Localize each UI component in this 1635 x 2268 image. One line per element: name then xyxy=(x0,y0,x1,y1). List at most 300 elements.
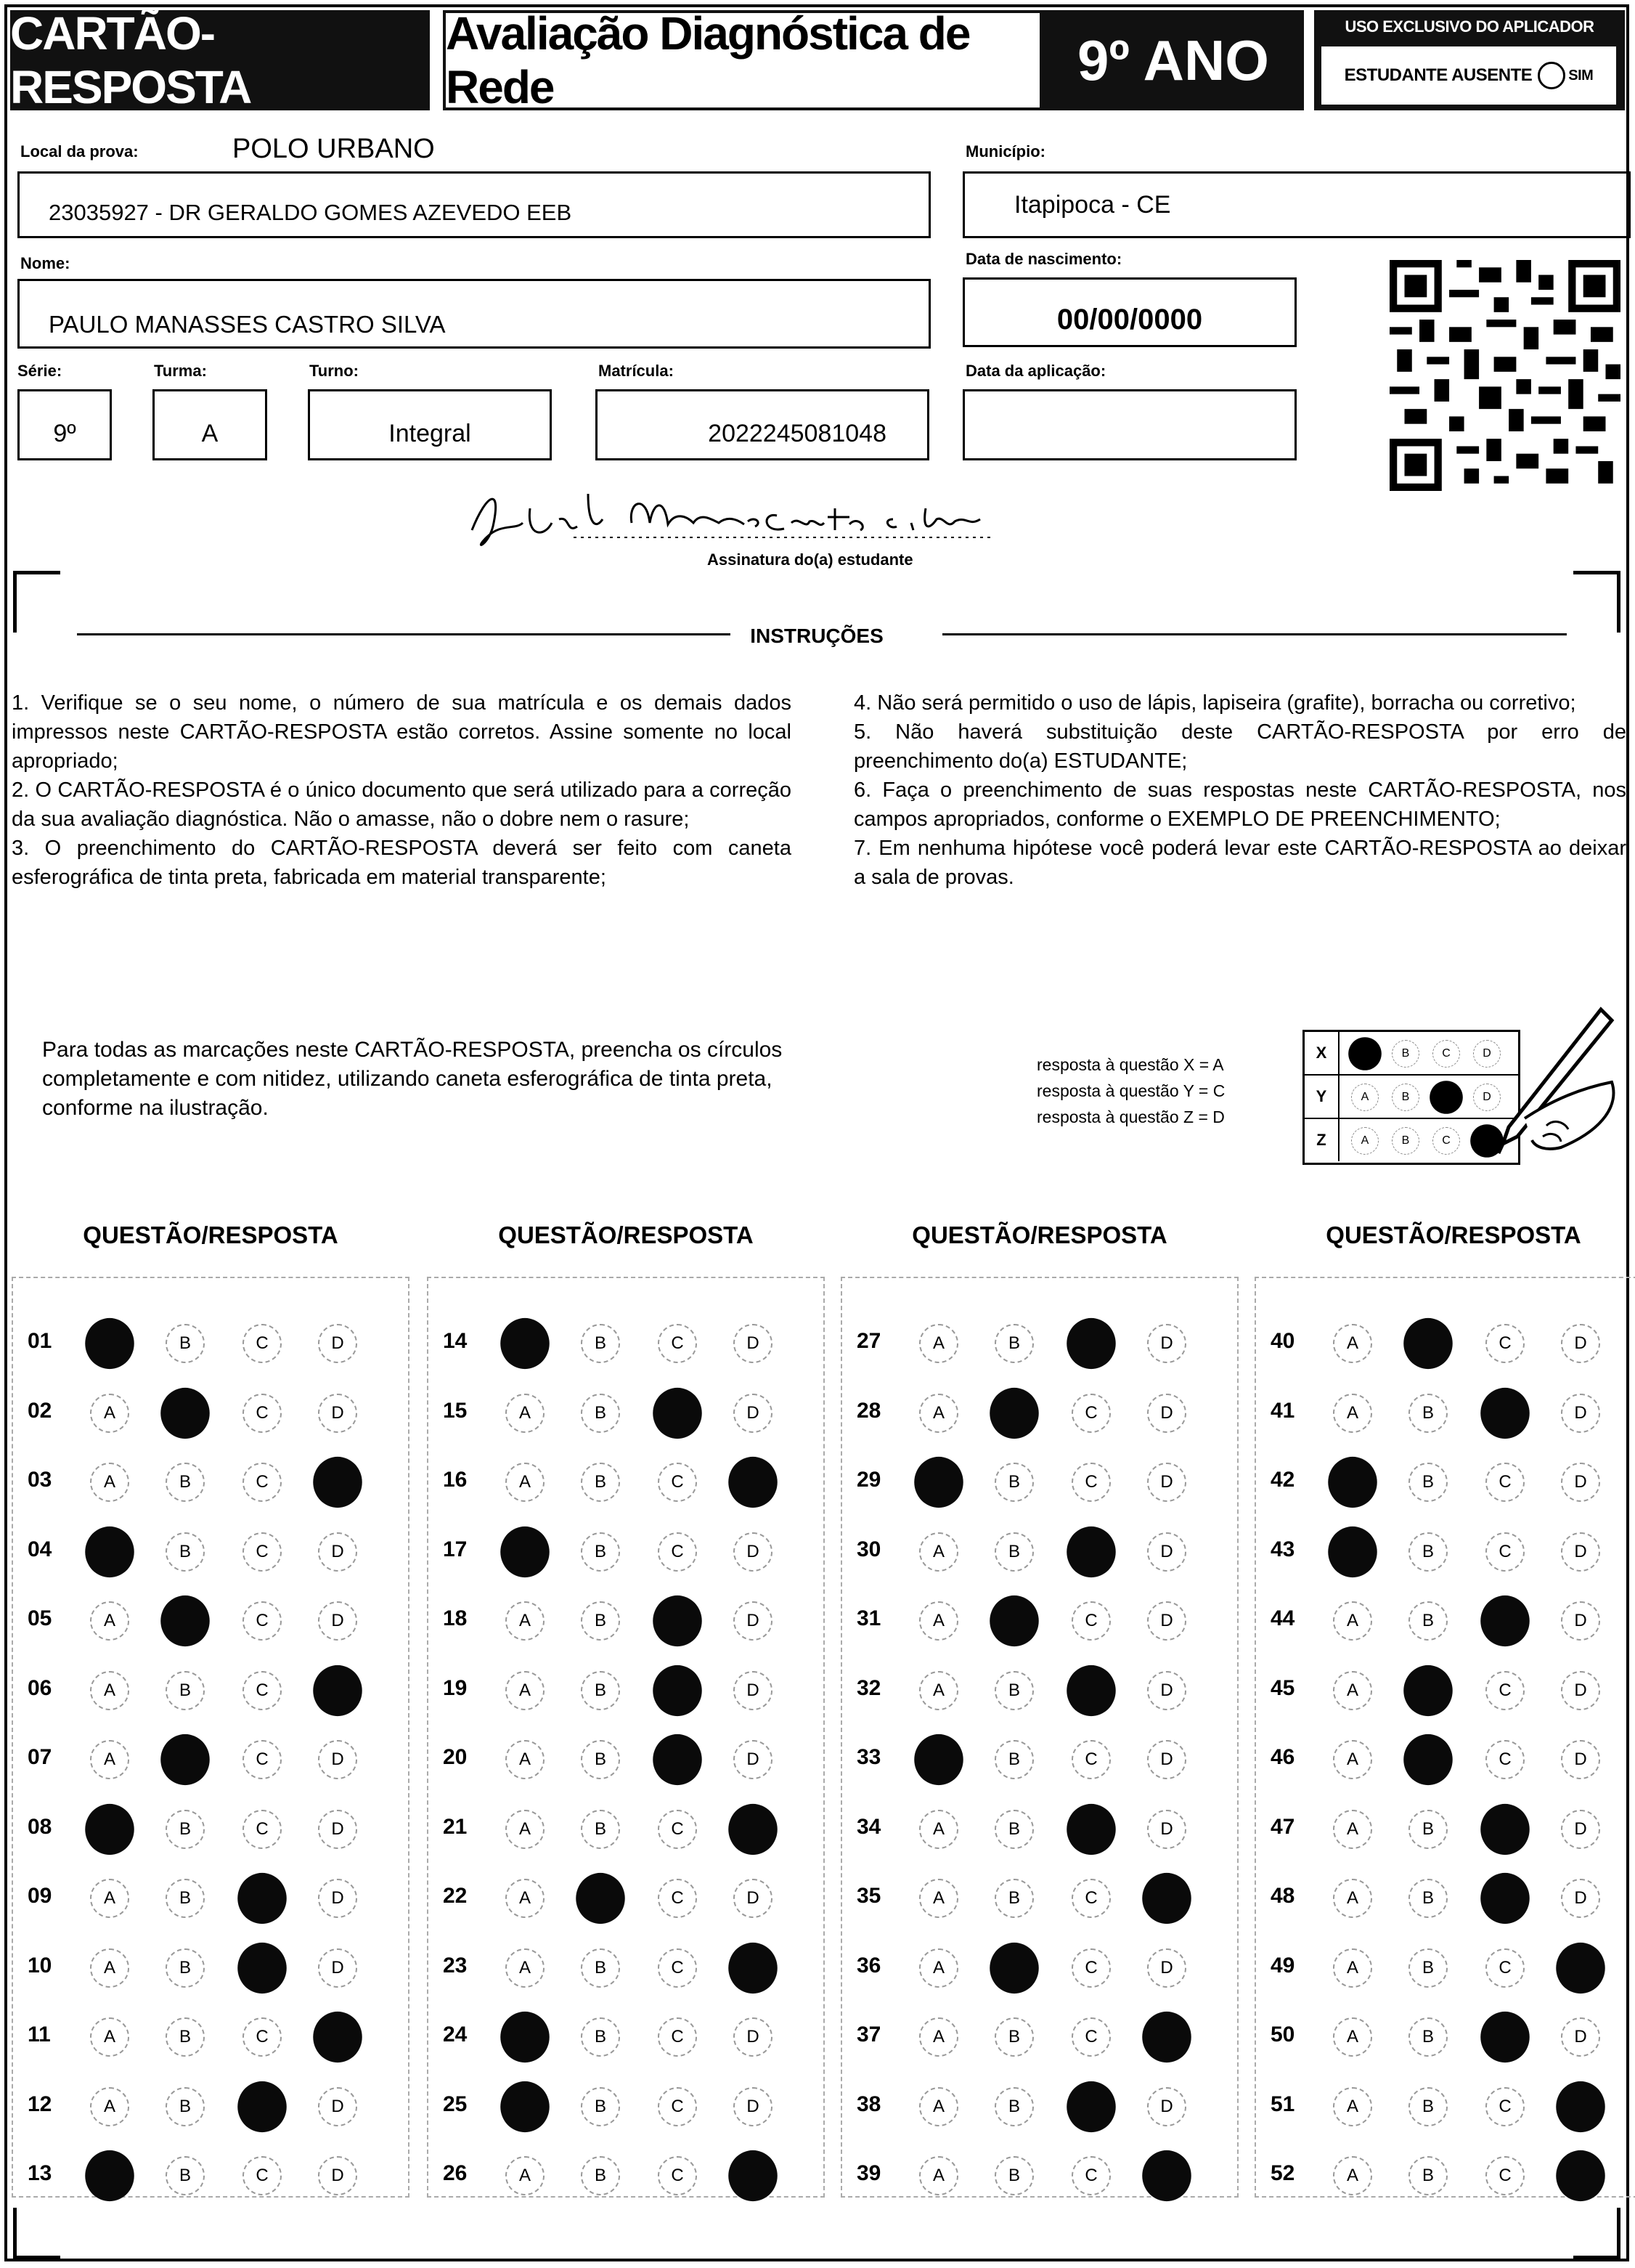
question-number: 21 xyxy=(443,1814,468,1839)
option-bubble-a[interactable]: A xyxy=(1333,1810,1372,1849)
option-bubble-a[interactable]: A xyxy=(919,1532,958,1572)
option-bubble-d[interactable]: D xyxy=(1147,1948,1186,1988)
option-bubble-b[interactable]: B xyxy=(581,1948,620,1988)
option-bubble-c[interactable] xyxy=(237,1873,287,1924)
nome-value: PAULO MANASSES CASTRO SILVA xyxy=(49,311,446,338)
option-bubble-b[interactable]: B xyxy=(995,1879,1034,1918)
answer-row xyxy=(428,1516,823,1585)
option-bubble-a[interactable]: A xyxy=(919,1948,958,1988)
option-bubble-c[interactable] xyxy=(1480,1873,1530,1924)
option-bubble-b[interactable]: B xyxy=(581,1324,620,1363)
option-bubble-d[interactable]: D xyxy=(1561,1810,1600,1849)
signature-caption: Assinatura do(a) estudante xyxy=(707,550,913,569)
option-bubble-d[interactable]: D xyxy=(318,1601,357,1641)
option-bubble-d[interactable] xyxy=(1556,2081,1605,2131)
option-bubble-a[interactable]: A xyxy=(90,1601,129,1641)
option-bubble-d[interactable]: D xyxy=(318,1740,357,1779)
nome-label: Nome: xyxy=(20,254,70,272)
option-bubble-d[interactable]: D xyxy=(1561,1463,1600,1502)
answer-column-3 xyxy=(841,1277,1239,2198)
option-bubble-d[interactable]: D xyxy=(733,1394,772,1433)
local-label: Local da prova: xyxy=(20,142,139,160)
option-bubble-d[interactable]: D xyxy=(1147,1532,1186,1572)
option-bubble-c[interactable]: C xyxy=(658,2017,697,2057)
option-bubble-c[interactable]: C xyxy=(1072,1740,1111,1779)
header-title: CARTÃO-RESPOSTA xyxy=(10,10,430,110)
question-number: 30 xyxy=(857,1537,881,1561)
answer-row xyxy=(13,1862,408,1931)
option-bubble-a[interactable] xyxy=(500,1318,550,1369)
option-bubble-c[interactable]: C xyxy=(1072,1601,1111,1641)
option-bubble-d[interactable]: D xyxy=(733,1740,772,1779)
option-bubble-a[interactable]: A xyxy=(919,1879,958,1918)
option-bubble-a[interactable]: A xyxy=(919,2087,958,2126)
question-number: 47 xyxy=(1271,1814,1295,1839)
option-bubble-c[interactable] xyxy=(1480,1596,1530,1646)
option-bubble-a[interactable]: A xyxy=(919,1601,958,1641)
option-bubble-a[interactable]: A xyxy=(505,1810,545,1849)
answer-row xyxy=(428,1377,823,1446)
option-bubble-b[interactable]: B xyxy=(1408,2156,1448,2195)
option-bubble-c[interactable]: C xyxy=(1485,1740,1525,1779)
option-bubble-b[interactable] xyxy=(1403,1665,1453,1715)
option-bubble-b[interactable]: B xyxy=(166,1671,205,1710)
option-bubble-d[interactable]: D xyxy=(1147,1810,1186,1849)
question-number: 41 xyxy=(1271,1398,1295,1423)
option-bubble-b[interactable]: B xyxy=(166,1879,205,1918)
question-number: 01 xyxy=(28,1329,52,1353)
question-number: 14 xyxy=(443,1329,468,1353)
answer-row xyxy=(13,2001,408,2070)
answer-heading-3: QUESTÃO/RESPOSTA xyxy=(912,1222,1167,1248)
option-bubble-c[interactable]: C xyxy=(1485,1532,1525,1572)
option-bubble-a[interactable]: A xyxy=(505,1394,545,1433)
option-bubble-c[interactable]: C xyxy=(242,2156,282,2195)
option-bubble-c[interactable] xyxy=(1480,2012,1530,2062)
option-bubble-c[interactable]: C xyxy=(1485,2156,1525,2195)
option-bubble-b[interactable]: B xyxy=(581,1740,620,1779)
option-bubble-b[interactable]: B xyxy=(1408,1601,1448,1641)
answer-row xyxy=(13,1932,408,2001)
option-bubble-c[interactable]: C xyxy=(658,1463,697,1502)
answer-row xyxy=(1256,1793,1635,1862)
option-bubble-d[interactable]: D xyxy=(318,1394,357,1433)
question-number: 02 xyxy=(28,1398,52,1423)
local-value: POLO URBANO xyxy=(232,134,435,164)
option-bubble-b[interactable]: B xyxy=(995,1532,1034,1572)
option-bubble-a[interactable]: A xyxy=(1333,1601,1372,1641)
absent-bubble[interactable] xyxy=(1538,62,1565,89)
question-number: 26 xyxy=(443,2161,468,2185)
option-bubble-b[interactable]: B xyxy=(995,2087,1034,2126)
answer-row xyxy=(1256,1585,1635,1654)
option-bubble-d[interactable] xyxy=(313,1665,362,1715)
serie-value: 9º xyxy=(53,419,76,447)
question-number: 12 xyxy=(28,2092,52,2116)
option-bubble-c[interactable]: C xyxy=(1072,1463,1111,1502)
option-bubble-a[interactable]: A xyxy=(90,1463,129,1502)
example-legend-z: resposta à questão Z = D xyxy=(1037,1107,1225,1126)
option-bubble-d[interactable]: D xyxy=(1561,1671,1600,1710)
option-bubble-c[interactable]: C xyxy=(242,1463,282,1502)
header-grade: 9º ANO xyxy=(1043,10,1304,110)
option-bubble-d[interactable]: D xyxy=(733,1324,772,1363)
option-bubble-c[interactable] xyxy=(1480,1387,1530,1438)
option-bubble-d[interactable]: D xyxy=(1147,1394,1186,1433)
option-bubble-a[interactable] xyxy=(85,1803,134,1854)
turno-label: Turno: xyxy=(309,362,359,380)
option-bubble-c[interactable]: C xyxy=(242,2017,282,2057)
option-bubble-d[interactable]: D xyxy=(1561,1394,1600,1433)
option-bubble-c[interactable]: C xyxy=(242,1671,282,1710)
answer-row xyxy=(842,1516,1237,1585)
option-bubble-c[interactable] xyxy=(1067,2081,1116,2131)
absent-field xyxy=(1321,46,1616,105)
option-bubble-c[interactable] xyxy=(653,1387,702,1438)
option-bubble-c[interactable] xyxy=(1067,1526,1116,1577)
option-bubble-b[interactable]: B xyxy=(166,1324,205,1363)
option-bubble-b[interactable] xyxy=(990,1942,1039,1993)
question-number: 34 xyxy=(857,1814,881,1839)
option-bubble-b[interactable]: B xyxy=(166,1948,205,1988)
option-bubble-a[interactable]: A xyxy=(1333,2087,1372,2126)
option-bubble-a[interactable]: A xyxy=(919,2156,958,2195)
option-bubble-a[interactable] xyxy=(1328,1526,1377,1577)
option-bubble-a[interactable]: A xyxy=(505,1463,545,1502)
example-bubble: C xyxy=(1432,1040,1460,1068)
option-bubble-c[interactable] xyxy=(653,1596,702,1646)
question-number: 50 xyxy=(1271,2023,1295,2047)
option-bubble-a[interactable] xyxy=(500,2012,550,2062)
example-legend xyxy=(1037,1052,1225,1130)
option-bubble-b[interactable]: B xyxy=(1408,1532,1448,1572)
option-bubble-b[interactable]: B xyxy=(995,1324,1034,1363)
option-bubble-d[interactable]: D xyxy=(1147,1671,1186,1710)
answer-row xyxy=(1256,1446,1635,1515)
option-bubble-b[interactable]: B xyxy=(995,1810,1034,1849)
question-number: 19 xyxy=(443,1675,468,1700)
student-signature xyxy=(443,479,995,559)
option-bubble-a[interactable]: A xyxy=(90,2087,129,2126)
option-bubble-d[interactable] xyxy=(728,1803,778,1854)
example-text: Para todas as marcações neste CARTÃO-RESPOSTA, preencha os círculos completamente e com nitidez, utilizando caneta esferográfica de tinta preta, conforme na ilustração. xyxy=(42,1038,783,1120)
option-bubble-c[interactable]: C xyxy=(658,1810,697,1849)
turno-value: Integral xyxy=(388,419,471,447)
qr-code xyxy=(1390,259,1620,492)
option-bubble-a[interactable]: A xyxy=(919,1394,958,1433)
answer-row xyxy=(13,1446,408,1515)
option-bubble-c[interactable]: C xyxy=(242,1324,282,1363)
option-bubble-d[interactable]: D xyxy=(1147,1324,1186,1363)
question-number: 39 xyxy=(857,2161,881,2185)
option-bubble-b[interactable] xyxy=(576,1873,625,1924)
option-bubble-c[interactable]: C xyxy=(658,2087,697,2126)
question-number: 15 xyxy=(443,1398,468,1423)
option-bubble-d[interactable]: D xyxy=(1561,2017,1600,2057)
option-bubble-b[interactable]: B xyxy=(1408,1948,1448,1988)
option-bubble-d[interactable]: D xyxy=(1561,1532,1600,1572)
question-number: 08 xyxy=(28,1814,52,1839)
option-bubble-b[interactable] xyxy=(990,1387,1039,1438)
option-bubble-b[interactable]: B xyxy=(1408,1879,1448,1918)
option-bubble-d[interactable]: D xyxy=(1561,1879,1600,1918)
option-bubble-c[interactable]: C xyxy=(242,1810,282,1849)
option-bubble-b[interactable]: B xyxy=(581,1671,620,1710)
option-bubble-a[interactable]: A xyxy=(1333,1740,1372,1779)
option-bubble-d[interactable]: D xyxy=(318,2156,357,2195)
option-bubble-c[interactable]: C xyxy=(658,2156,697,2195)
answer-row xyxy=(1256,1862,1635,1931)
option-bubble-d[interactable] xyxy=(728,1942,778,1993)
answer-row xyxy=(842,1723,1237,1792)
option-bubble-b[interactable]: B xyxy=(581,1532,620,1572)
example-row-label: X xyxy=(1305,1032,1340,1074)
option-bubble-a[interactable]: A xyxy=(505,1740,545,1779)
option-bubble-b[interactable] xyxy=(990,1596,1039,1646)
option-bubble-c[interactable] xyxy=(1067,1318,1116,1369)
option-bubble-d[interactable]: D xyxy=(318,1879,357,1918)
option-bubble-a[interactable]: A xyxy=(90,1671,129,1710)
nascimento-label: Data de nascimento: xyxy=(966,250,1122,268)
option-bubble-c[interactable]: C xyxy=(242,1532,282,1572)
option-bubble-c[interactable]: C xyxy=(1072,1948,1111,1988)
answer-row xyxy=(428,1446,823,1515)
answer-row xyxy=(428,2139,823,2208)
option-bubble-d[interactable] xyxy=(1556,1942,1605,1993)
option-bubble-c[interactable]: C xyxy=(1485,1948,1525,1988)
answer-row xyxy=(428,1723,823,1792)
option-bubble-a[interactable]: A xyxy=(919,1324,958,1363)
option-bubble-c[interactable] xyxy=(1067,1803,1116,1854)
option-bubble-a[interactable]: A xyxy=(1333,1671,1372,1710)
option-bubble-a[interactable] xyxy=(1328,1457,1377,1508)
option-bubble-b[interactable]: B xyxy=(995,1671,1034,1710)
option-bubble-c[interactable] xyxy=(237,2081,287,2131)
option-bubble-b[interactable]: B xyxy=(581,1394,620,1433)
option-bubble-d[interactable] xyxy=(313,1457,362,1508)
option-bubble-a[interactable]: A xyxy=(90,1879,129,1918)
serie-label: Série: xyxy=(17,362,62,380)
option-bubble-c[interactable] xyxy=(237,1942,287,1993)
option-bubble-c[interactable] xyxy=(653,1734,702,1785)
option-bubble-c[interactable]: C xyxy=(658,1879,697,1918)
option-bubble-b[interactable]: B xyxy=(1408,2017,1448,2057)
option-bubble-b[interactable]: B xyxy=(1408,1394,1448,1433)
option-bubble-d[interactable]: D xyxy=(318,1324,357,1363)
example-bubble: B xyxy=(1392,1084,1419,1111)
option-bubble-c[interactable]: C xyxy=(1072,1879,1111,1918)
option-bubble-a[interactable]: A xyxy=(919,2017,958,2057)
option-bubble-b[interactable]: B xyxy=(581,1810,620,1849)
answer-row xyxy=(1256,1932,1635,2001)
question-number: 37 xyxy=(857,2023,881,2047)
question-number: 06 xyxy=(28,1675,52,1700)
option-bubble-b[interactable] xyxy=(160,1596,210,1646)
answer-row xyxy=(842,1932,1237,2001)
option-bubble-b[interactable]: B xyxy=(581,1463,620,1502)
option-bubble-a[interactable] xyxy=(500,2081,550,2131)
option-bubble-d[interactable]: D xyxy=(733,2017,772,2057)
question-number: 43 xyxy=(1271,1537,1295,1561)
question-number: 24 xyxy=(443,2023,468,2047)
option-bubble-a[interactable] xyxy=(914,1457,963,1508)
option-bubble-a[interactable]: A xyxy=(90,1394,129,1433)
option-bubble-a[interactable] xyxy=(85,1318,134,1369)
option-bubble-b[interactable]: B xyxy=(166,2156,205,2195)
example-bubble: D xyxy=(1473,1040,1501,1068)
option-bubble-b[interactable]: B xyxy=(1408,2087,1448,2126)
option-bubble-a[interactable] xyxy=(85,1526,134,1577)
option-bubble-c[interactable]: C xyxy=(658,1532,697,1572)
option-bubble-c[interactable]: C xyxy=(658,1324,697,1363)
answer-row xyxy=(13,2070,408,2139)
option-bubble-a[interactable]: A xyxy=(1333,2017,1372,2057)
option-bubble-c[interactable] xyxy=(1067,1665,1116,1715)
option-bubble-a[interactable]: A xyxy=(505,1948,545,1988)
option-bubble-d[interactable]: D xyxy=(1147,1601,1186,1641)
option-bubble-c[interactable]: C xyxy=(1485,1324,1525,1363)
option-bubble-b[interactable] xyxy=(160,1387,210,1438)
answer-row xyxy=(1256,1654,1635,1723)
option-bubble-c[interactable]: C xyxy=(242,1601,282,1641)
option-bubble-d[interactable]: D xyxy=(733,1671,772,1710)
option-bubble-a[interactable] xyxy=(914,1734,963,1785)
option-bubble-b[interactable]: B xyxy=(581,1601,620,1641)
option-bubble-d[interactable] xyxy=(1142,2012,1191,2062)
option-bubble-c[interactable]: C xyxy=(242,1394,282,1433)
option-bubble-a[interactable]: A xyxy=(919,1810,958,1849)
answer-heading-4: QUESTÃO/RESPOSTA xyxy=(1326,1222,1581,1248)
option-bubble-d[interactable]: D xyxy=(1561,1601,1600,1641)
option-bubble-b[interactable]: B xyxy=(166,1810,205,1849)
option-bubble-a[interactable]: A xyxy=(505,1671,545,1710)
option-bubble-d[interactable] xyxy=(728,1457,778,1508)
option-bubble-b[interactable]: B xyxy=(166,1532,205,1572)
option-bubble-d[interactable] xyxy=(313,2012,362,2062)
answer-row xyxy=(13,1516,408,1585)
option-bubble-b[interactable] xyxy=(1403,1318,1453,1369)
option-bubble-d[interactable]: D xyxy=(318,1810,357,1849)
municipio-label: Município: xyxy=(966,142,1045,160)
option-bubble-b[interactable] xyxy=(1403,1734,1453,1785)
option-bubble-a[interactable]: A xyxy=(90,2017,129,2057)
option-bubble-b[interactable]: B xyxy=(995,1463,1034,1502)
option-bubble-d[interactable]: D xyxy=(318,1948,357,1988)
question-number: 36 xyxy=(857,1953,881,1978)
answer-row xyxy=(13,1793,408,1862)
option-bubble-c[interactable]: C xyxy=(1072,2156,1111,2195)
option-bubble-d[interactable]: D xyxy=(1561,1740,1600,1779)
option-bubble-a[interactable]: A xyxy=(90,1948,129,1988)
option-bubble-a[interactable]: A xyxy=(1333,1394,1372,1433)
turma-field xyxy=(152,389,267,460)
option-bubble-c[interactable] xyxy=(1480,1803,1530,1854)
option-bubble-a[interactable]: A xyxy=(90,1740,129,1779)
option-bubble-b[interactable]: B xyxy=(1408,1810,1448,1849)
option-bubble-b[interactable]: B xyxy=(1408,1463,1448,1502)
example-bubble: A xyxy=(1351,1127,1379,1155)
question-number: 40 xyxy=(1271,1329,1295,1353)
absent-option-label: SIM xyxy=(1568,67,1594,84)
answer-row xyxy=(1256,1516,1635,1585)
option-bubble-a[interactable]: A xyxy=(1333,1879,1372,1918)
question-number: 03 xyxy=(28,1468,52,1492)
option-bubble-c[interactable]: C xyxy=(1485,1463,1525,1502)
option-bubble-b[interactable]: B xyxy=(995,2017,1034,2057)
option-bubble-d[interactable]: D xyxy=(1147,1463,1186,1502)
option-bubble-d[interactable]: D xyxy=(733,1601,772,1641)
option-bubble-d[interactable]: D xyxy=(318,2087,357,2126)
serie-field xyxy=(17,389,112,460)
answer-row xyxy=(842,1446,1237,1515)
option-bubble-d[interactable] xyxy=(1556,2150,1605,2201)
option-bubble-d[interactable]: D xyxy=(733,2087,772,2126)
option-bubble-a[interactable]: A xyxy=(919,1671,958,1710)
option-bubble-a[interactable] xyxy=(500,1526,550,1577)
option-bubble-a[interactable]: A xyxy=(505,1601,545,1641)
option-bubble-c[interactable]: C xyxy=(1072,1394,1111,1433)
option-bubble-b[interactable]: B xyxy=(995,1740,1034,1779)
question-number: 07 xyxy=(28,1745,52,1769)
option-bubble-c[interactable]: C xyxy=(1485,1671,1525,1710)
option-bubble-b[interactable] xyxy=(160,1734,210,1785)
option-bubble-a[interactable]: A xyxy=(1333,1324,1372,1363)
option-bubble-d[interactable]: D xyxy=(1147,2087,1186,2126)
option-bubble-b[interactable]: B xyxy=(581,2087,620,2126)
answer-row xyxy=(1256,2001,1635,2070)
option-bubble-d[interactable]: D xyxy=(1561,1324,1600,1363)
frame-corner-bottom-right xyxy=(1573,2208,1620,2259)
option-bubble-b[interactable]: B xyxy=(581,2156,620,2195)
option-bubble-c[interactable]: C xyxy=(242,1740,282,1779)
option-bubble-a[interactable]: A xyxy=(1333,1948,1372,1988)
option-bubble-d[interactable]: D xyxy=(733,1879,772,1918)
option-bubble-c[interactable]: C xyxy=(658,1948,697,1988)
example-legend-x: resposta à questão X = A xyxy=(1037,1055,1224,1074)
option-bubble-a[interactable]: A xyxy=(505,1879,545,1918)
question-number: 32 xyxy=(857,1675,881,1700)
municipio-value: Itapipoca - CE xyxy=(1014,190,1171,219)
question-number: 29 xyxy=(857,1468,881,1492)
instructions-heading: INSTRUÇÕES xyxy=(750,625,884,647)
option-bubble-b[interactable]: B xyxy=(166,1463,205,1502)
option-bubble-b[interactable]: B xyxy=(581,2017,620,2057)
option-bubble-b[interactable]: B xyxy=(995,2156,1034,2195)
option-bubble-d[interactable] xyxy=(1142,2150,1191,2201)
option-bubble-c[interactable]: C xyxy=(1072,2017,1111,2057)
question-number: 48 xyxy=(1271,1884,1295,1908)
aplicacao-field[interactable] xyxy=(963,389,1297,460)
option-bubble-d[interactable] xyxy=(1142,1873,1191,1924)
option-bubble-d[interactable]: D xyxy=(1147,1740,1186,1779)
option-bubble-d[interactable]: D xyxy=(318,1532,357,1572)
example-row-label: Y xyxy=(1305,1076,1340,1118)
option-bubble-c[interactable]: C xyxy=(1485,2087,1525,2126)
option-bubble-d[interactable] xyxy=(728,2150,778,2201)
option-bubble-d[interactable]: D xyxy=(733,1532,772,1572)
example-bubble xyxy=(1348,1037,1382,1070)
pen-illustration-icon xyxy=(1474,1002,1626,1169)
matricula-field xyxy=(595,389,929,460)
answer-row xyxy=(1256,1377,1635,1446)
option-bubble-a[interactable]: A xyxy=(1333,2156,1372,2195)
option-bubble-b[interactable]: B xyxy=(166,2087,205,2126)
question-number: 09 xyxy=(28,1884,52,1908)
option-bubble-a[interactable]: A xyxy=(505,2156,545,2195)
option-bubble-a[interactable] xyxy=(85,2150,134,2201)
option-bubble-c[interactable] xyxy=(653,1665,702,1715)
option-bubble-b[interactable]: B xyxy=(166,2017,205,2057)
